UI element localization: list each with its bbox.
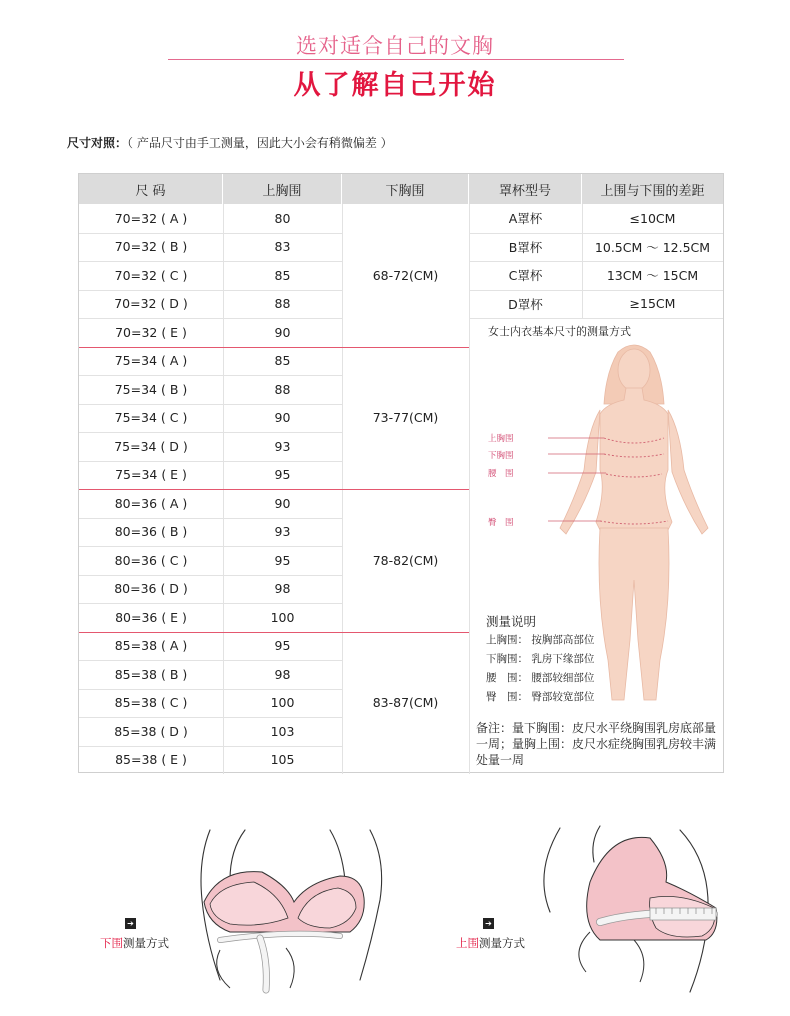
- label-waist: 腰 围: [488, 469, 514, 479]
- torso-shape: [596, 388, 672, 530]
- overbust-cell: 93: [274, 524, 291, 540]
- cup-difference-cell: 10.5CM ～ 12.5CM: [594, 239, 711, 255]
- arrow-icon: ➔: [483, 918, 494, 929]
- size-note: [67, 134, 393, 151]
- size-note-label: 尺寸对照：: [67, 136, 128, 150]
- cup-difference-cell: 13CM ～ 15CM: [606, 268, 699, 284]
- size-cell: 85=38 ( D ): [114, 723, 188, 739]
- measure-item: 腰 围： 腰部较细部位: [486, 672, 595, 684]
- underbust-cell: 73-77(CM): [372, 410, 439, 426]
- body-figure: [548, 342, 718, 726]
- size-cell: 85=38 ( E ): [115, 752, 187, 768]
- overbust-caption-text: 测量方式: [479, 936, 525, 950]
- underbust-caption-text: 测量方式: [123, 936, 169, 950]
- col-header-underbust: 下胸围: [342, 174, 469, 204]
- underbust-caption-accent: 下围: [100, 936, 123, 950]
- underbust-cell: 83-87(CM): [372, 695, 439, 711]
- row-divider: [469, 318, 723, 319]
- overbust-cell: 100: [270, 609, 295, 625]
- size-cell: 80=36 ( A ): [114, 495, 188, 511]
- col-header-cup: 罩杯型号: [469, 174, 582, 204]
- overbust-cell: 93: [274, 438, 291, 454]
- overbust-cell: 95: [274, 467, 291, 483]
- size-cell: 75=34 ( A ): [114, 353, 188, 369]
- left-arm-shape: [560, 410, 600, 534]
- underbust-cell: 68-72(CM): [372, 267, 439, 283]
- overbust-cell: 90: [274, 495, 291, 511]
- size-cell: 80=36 ( D ): [114, 581, 188, 597]
- measure-item: 臀 围： 臀部较宽部位: [486, 691, 595, 703]
- cup-type-cell: B罩杯: [508, 239, 543, 255]
- measure-title: 测量说明: [486, 614, 537, 629]
- size-cell: 80=36 ( E ): [115, 609, 187, 625]
- size-cell: 75=34 ( C ): [114, 410, 188, 426]
- overbust-cell: 100: [270, 695, 295, 711]
- cup-type-cell: A罩杯: [508, 211, 543, 227]
- measure-item: 上胸围： 按胸部高部位: [486, 634, 595, 646]
- size-cell: 70=32 ( A ): [114, 210, 188, 226]
- overbust-cell: 98: [274, 581, 291, 597]
- cup-type-cell: D罩杯: [508, 296, 543, 312]
- page-subtitle: 从了解自己开始: [293, 70, 497, 101]
- page-title: 选对适合自己的文胸: [296, 34, 494, 58]
- measure-item: 下胸围： 乳房下缘部位: [486, 653, 595, 665]
- overbust-cell: 85: [274, 267, 291, 283]
- underbust-cell: 78-82(CM): [372, 552, 439, 568]
- cup-type-cell: C罩杯: [508, 268, 543, 284]
- overbust-cell: 85: [274, 353, 291, 369]
- size-note-text: （ 产品尺寸由手工测量，因此大小会有稍微偏差 ）: [127, 136, 393, 150]
- overbust-cell: 90: [274, 324, 291, 340]
- col-header-overbust: 上胸围: [223, 174, 342, 204]
- label-overbust: 上胸围: [488, 434, 514, 444]
- size-cell: 85=38 ( B ): [114, 666, 188, 682]
- overbust-cell: 98: [274, 666, 291, 682]
- col-header-difference: 上围与下围的差距: [582, 174, 723, 204]
- measure-remark: 备注：量下胸围：皮尺水平绕胸围乳房底部量一周；量胸上围：皮尺水症绕胸围乳房较丰满处量一周: [476, 721, 717, 767]
- title-divider: [168, 59, 624, 60]
- size-cell: 70=32 ( D ): [114, 296, 188, 312]
- overbust-illustration: [530, 822, 730, 1002]
- size-cell: 75=34 ( B ): [114, 381, 188, 397]
- overbust-cell: 95: [274, 638, 291, 654]
- overbust-caption-accent: 上围: [456, 936, 479, 950]
- underbust-caption: [100, 935, 169, 951]
- overbust-caption: [456, 935, 525, 951]
- size-cell: 70=32 ( C ): [114, 267, 188, 283]
- head-shape: [618, 349, 650, 391]
- label-hips: 臀 围: [488, 518, 514, 528]
- figure-title: 女士内衣基本尺寸的测量方式: [488, 325, 631, 338]
- label-underbust: 下胸围: [488, 451, 514, 461]
- size-cell: 70=32 ( E ): [115, 324, 187, 340]
- overbust-cell: 90: [274, 410, 291, 426]
- underbust-illustration: [190, 820, 390, 1000]
- arrow-icon: ➔: [125, 918, 136, 929]
- size-cell: 75=34 ( E ): [115, 467, 187, 483]
- overbust-cell: 80: [274, 210, 291, 226]
- cup-difference-cell: ≥15CM: [629, 296, 676, 312]
- size-cell: 75=34 ( D ): [114, 438, 188, 454]
- legs-shape: [599, 528, 669, 700]
- size-cell: 85=38 ( A ): [114, 638, 188, 654]
- size-cell: 85=38 ( C ): [114, 695, 188, 711]
- overbust-cell: 83: [274, 239, 291, 255]
- overbust-cell: 88: [274, 296, 291, 312]
- cup-difference-cell: ≤10CM: [629, 210, 676, 226]
- overbust-cell: 95: [274, 552, 291, 568]
- overbust-cell: 88: [274, 381, 291, 397]
- size-cell: 70=32 ( B ): [114, 239, 188, 255]
- col-header-size: 尺 码: [79, 174, 223, 204]
- overbust-cell: 103: [270, 723, 295, 739]
- size-cell: 80=36 ( C ): [114, 552, 188, 568]
- right-arm-shape: [668, 410, 708, 534]
- size-cell: 80=36 ( B ): [114, 524, 188, 540]
- overbust-cell: 105: [270, 752, 295, 768]
